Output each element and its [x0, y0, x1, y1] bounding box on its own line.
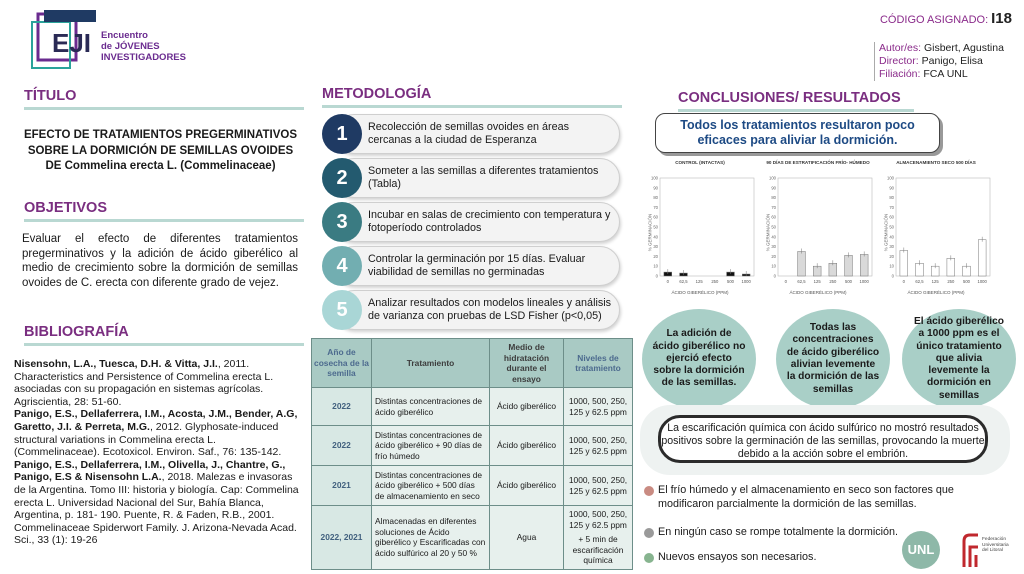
method-step: [322, 158, 620, 198]
ref-authors: Nisensohn, L.A., Tuesca, D.H. & Vitta, J.I.: [14, 358, 218, 370]
chart-control: [640, 158, 760, 298]
x-tick-label: 62,5: [679, 279, 688, 284]
x-tick-label: 0: [784, 279, 788, 284]
x-tick-label: 1000: [859, 279, 869, 284]
y-tick-label: 100: [769, 175, 776, 181]
chart-xlabel: ÁCIDO GIBERÉLICO (PPM): [789, 290, 847, 295]
x-tick-label: 500: [845, 279, 852, 284]
conclusion-headline: Todos los tratamientos resultaron poco eficaces para aliviar la dormición.: [655, 113, 940, 153]
step-number: 4: [322, 246, 362, 286]
conclusion-bullet: En ningún caso se rompe totalmente la dormición.: [644, 526, 904, 540]
step-number: 3: [322, 202, 362, 242]
y-tick-label: 0: [773, 273, 776, 279]
step-text: Analizar resultados con modelos lineales y análisis de varianza con pruebas de LSD Fisher (p<0,05): [368, 297, 612, 322]
y-tick-label: 90: [771, 185, 776, 191]
x-tick-label: 62,5: [915, 279, 924, 284]
table-row: 2022, 2021 Almacenadas en diferentes soluciones de Ácido giberélico y Escarificadas con ácido sulfúrico al 20 y 50 % Agua 1000, 500, 250, 125 y 62.5 ppm + 5 min de escarificación química: [312, 506, 633, 570]
bar: [978, 240, 986, 276]
bar: [845, 255, 853, 276]
logo-mark: EJI: [52, 28, 92, 58]
chart-ylabel: % GERMINACIÓN: [647, 213, 653, 252]
treatments-table: [311, 338, 633, 570]
y-tick-label: 10: [889, 263, 894, 269]
bar: [860, 254, 868, 276]
ref-authors: Panigo, E.S., Dellaferrera, I.M., Olivella, J., Chantre, G., Panigo, E.S & Nisensohn L.A.: [14, 458, 286, 484]
objetivos-heading: OBJETIVOS: [24, 200, 304, 222]
chart-title: 90 DÍAS DE ESTRATIFICACIÓN FRÍO- HÚMEDO: [766, 160, 870, 165]
step-text: Controlar la germinación por 15 días. Evaluar viabilidad de semillas no germinadas: [368, 253, 586, 278]
y-tick-label: 100: [651, 175, 658, 181]
x-tick-label: 125: [813, 279, 821, 284]
table-row: 2022 Distintas concentraciones de ácido giberélico Ácido giberélico 1000, 500, 250, 125 y 62.5 ppm: [312, 388, 633, 426]
bibliografia-list: [14, 358, 304, 547]
x-tick-label: 250: [947, 279, 955, 284]
x-tick-label: 250: [829, 279, 837, 284]
x-tick-label: 125: [931, 279, 939, 284]
y-tick-label: 60: [889, 214, 894, 220]
y-tick-label: 60: [653, 214, 658, 220]
y-tick-label: 90: [889, 185, 894, 191]
ref-body: , 2018. Malezas e invasoras de la Argentina. Tomo III: historia y biología. Cap: Commelina erecta L. Universidad Nacional del Sur, Bahía Blanca, Argentina, p. 181- 190. Puente, R. & Faden, R.B., 2001. Commelinaceae Spiderwort Family. J. Arizona-Nevada Acad. Sci., 33 (1): 19-26: [14, 471, 299, 547]
y-tick-label: 10: [771, 263, 776, 269]
x-tick-label: 250: [711, 279, 719, 284]
x-tick-label: 500: [963, 279, 970, 284]
y-tick-label: 0: [655, 273, 658, 279]
objetivos-text: Evaluar el efecto de diferentes tratamientos pregerminativos y la adición de ácido giberélico al medio de crecimiento sobre la dormición de semillas ovoides de C. erecta con diferente grado de vejez.: [22, 233, 298, 289]
y-tick-label: 70: [653, 204, 658, 210]
y-tick-label: 20: [889, 253, 894, 259]
y-tick-label: 50: [889, 224, 894, 230]
x-tick-label: 125: [695, 279, 703, 284]
chart-ylabel: % GERMINACIÓN: [765, 213, 771, 252]
ref-body: , 2011. Characteristics and Persistence of Commelina erecta L. asociadas con su propagación en sistemas agrícolas. Agriscientia, 28: 51-60.: [14, 358, 274, 408]
step-text: Recolección de semillas ovoides en áreas cercanas a la ciudad de Esperanza: [368, 121, 570, 146]
table-header: Año de cosecha de la semilla: [312, 339, 372, 388]
ref-body: , 2012. Glyphosate-induced structural variations in Commelina erecta L. (Commelinaceae). Ecotoxicol. Environ. Saf., 76: 135-142.: [14, 420, 282, 459]
unl-logo: UNL: [902, 531, 940, 569]
y-tick-label: 40: [771, 234, 776, 240]
x-tick-label: 0: [902, 279, 906, 284]
bullet-dot-icon: [644, 486, 654, 496]
step-number: 1: [322, 114, 362, 154]
poster-title: EFECTO DE TRATAMIENTOS PREGERMINATIVOS SOBRE LA DORMICIÓN DE SEMILLAS OVOIDES DE Commelina erecta L. (Commelinaceae): [23, 129, 298, 172]
plot-frame: [660, 178, 754, 276]
chart-ylabel: % GERMINACIÓN: [883, 213, 889, 252]
conclusiones-heading: CONCLUSIONES/ RESULTADOS: [678, 90, 914, 112]
y-tick-label: 0: [891, 273, 894, 279]
y-tick-label: 30: [889, 244, 894, 250]
chart-cold-stratification: [758, 158, 878, 298]
titulo-heading: TÍTULO: [24, 88, 304, 110]
plot-frame: [778, 178, 872, 276]
ref-authors: Panigo, E.S., Dellaferrera, I.M., Acosta, J.M., Bender, A.G, Garetto, J.I. & Perreta, M.G.: [14, 408, 298, 433]
logo-text: Encuentro de JÓVENES INVESTIGADORES: [101, 30, 186, 63]
y-tick-label: 10: [653, 263, 658, 269]
y-tick-label: 40: [653, 234, 658, 240]
y-tick-label: 50: [653, 224, 658, 230]
conclusion-bubble: Todas las concentraciones de ácido giberélico alivian levemente la dormición de las semillas: [776, 309, 890, 409]
y-tick-label: 40: [889, 234, 894, 240]
x-tick-label: 1000: [741, 279, 751, 284]
conclusion-bullet: El frío húmedo y el almacenamiento en seco son factores que modificaron parcialmente la dormición de las semillas.: [644, 484, 974, 511]
method-step: [322, 114, 620, 154]
bibliografia-heading: BIBLIOGRAFÍA: [24, 324, 304, 346]
metodologia-heading: METODOLOGÍA: [322, 86, 622, 108]
table-row: 2022 Distintas concentraciones de ácido giberélico + 90 días de frío húmedo Ácido giberélico 1000, 500, 250, 125 y 62.5 ppm: [312, 426, 633, 466]
y-tick-label: 90: [653, 185, 658, 191]
bar: [798, 252, 806, 277]
bar: [900, 251, 908, 276]
scarification-note: La escarificación química con ácido sulfúrico no mostró resultados positivos sobre la germinación de las semillas, provocando la muerte debido a la acción sobre el embrión.: [658, 415, 988, 463]
chart-xlabel: ÁCIDO GIBERÉLICO (PPM): [671, 290, 729, 295]
y-tick-label: 30: [771, 244, 776, 250]
x-tick-label: 62,5: [797, 279, 806, 284]
method-step: [322, 202, 620, 242]
y-tick-label: 70: [889, 204, 894, 210]
assigned-code: CÓDIGO ASIGNADO: I18: [879, 10, 1012, 27]
step-text: Incubar en salas de crecimiento con temperatura y fotoperíodo controlados: [368, 209, 611, 234]
chart-xlabel: ÁCIDO GIBERÉLICO (PPM): [907, 290, 965, 295]
table-header: Medio de hidratación durante el ensayo: [490, 339, 564, 388]
table-header: Niveles de tratamiento: [564, 339, 633, 388]
bar: [947, 258, 955, 276]
y-tick-label: 50: [771, 224, 776, 230]
eji-logo: [30, 10, 98, 70]
y-tick-label: 80: [889, 195, 894, 201]
method-step: [322, 290, 620, 330]
table-header: Tratamiento: [372, 339, 490, 388]
chart-title: CONTROL (INTACTAS): [675, 160, 725, 165]
conclusion-bullet: Nuevos ensayos son necesarios.: [644, 551, 884, 565]
y-tick-label: 20: [653, 253, 658, 259]
y-tick-label: 80: [653, 195, 658, 201]
y-tick-label: 70: [771, 204, 776, 210]
y-tick-label: 30: [653, 244, 658, 250]
table-row: 2021 Distintas concentraciones de ácido giberélico + 500 días de almacenamiento en seco Ácido giberélico 1000, 500, 250, 125 y 62.5 ppm: [312, 466, 633, 506]
authors-block: Autor/es: Gisbert, Agustina Director: Panigo, Elisa Filiación: FCA UNL: [874, 42, 1024, 81]
conclusion-bubble: El ácido giberélico a 1000 ppm es el único tratamiento que alivia levemente la dormición en semillas: [902, 309, 1016, 409]
x-tick-label: 500: [727, 279, 734, 284]
y-tick-label: 60: [771, 214, 776, 220]
plot-frame: [896, 178, 990, 276]
step-text: Someter a las semillas a diferentes tratamientos (Tabla): [368, 165, 599, 190]
bullet-dot-icon: [644, 528, 654, 538]
conclusion-bubble: La adición de ácido giberélico no ejerció efecto sobre la dormición de las semillas.: [642, 309, 756, 409]
chart-dry-storage: [876, 158, 996, 298]
x-tick-label: 0: [666, 279, 670, 284]
y-tick-label: 100: [887, 175, 894, 181]
chart-title: ALMACENAMIENTO SECO 500 DÍAS: [896, 160, 976, 165]
y-tick-label: 20: [771, 253, 776, 259]
bullet-dot-icon: [644, 553, 654, 563]
x-tick-label: 1000: [977, 279, 987, 284]
method-step: [322, 246, 620, 286]
y-tick-label: 80: [771, 195, 776, 201]
step-number: 2: [322, 158, 362, 198]
step-number: 5: [322, 290, 362, 330]
fue-logo: Federación Universitaria del Litoral: [960, 531, 1020, 569]
